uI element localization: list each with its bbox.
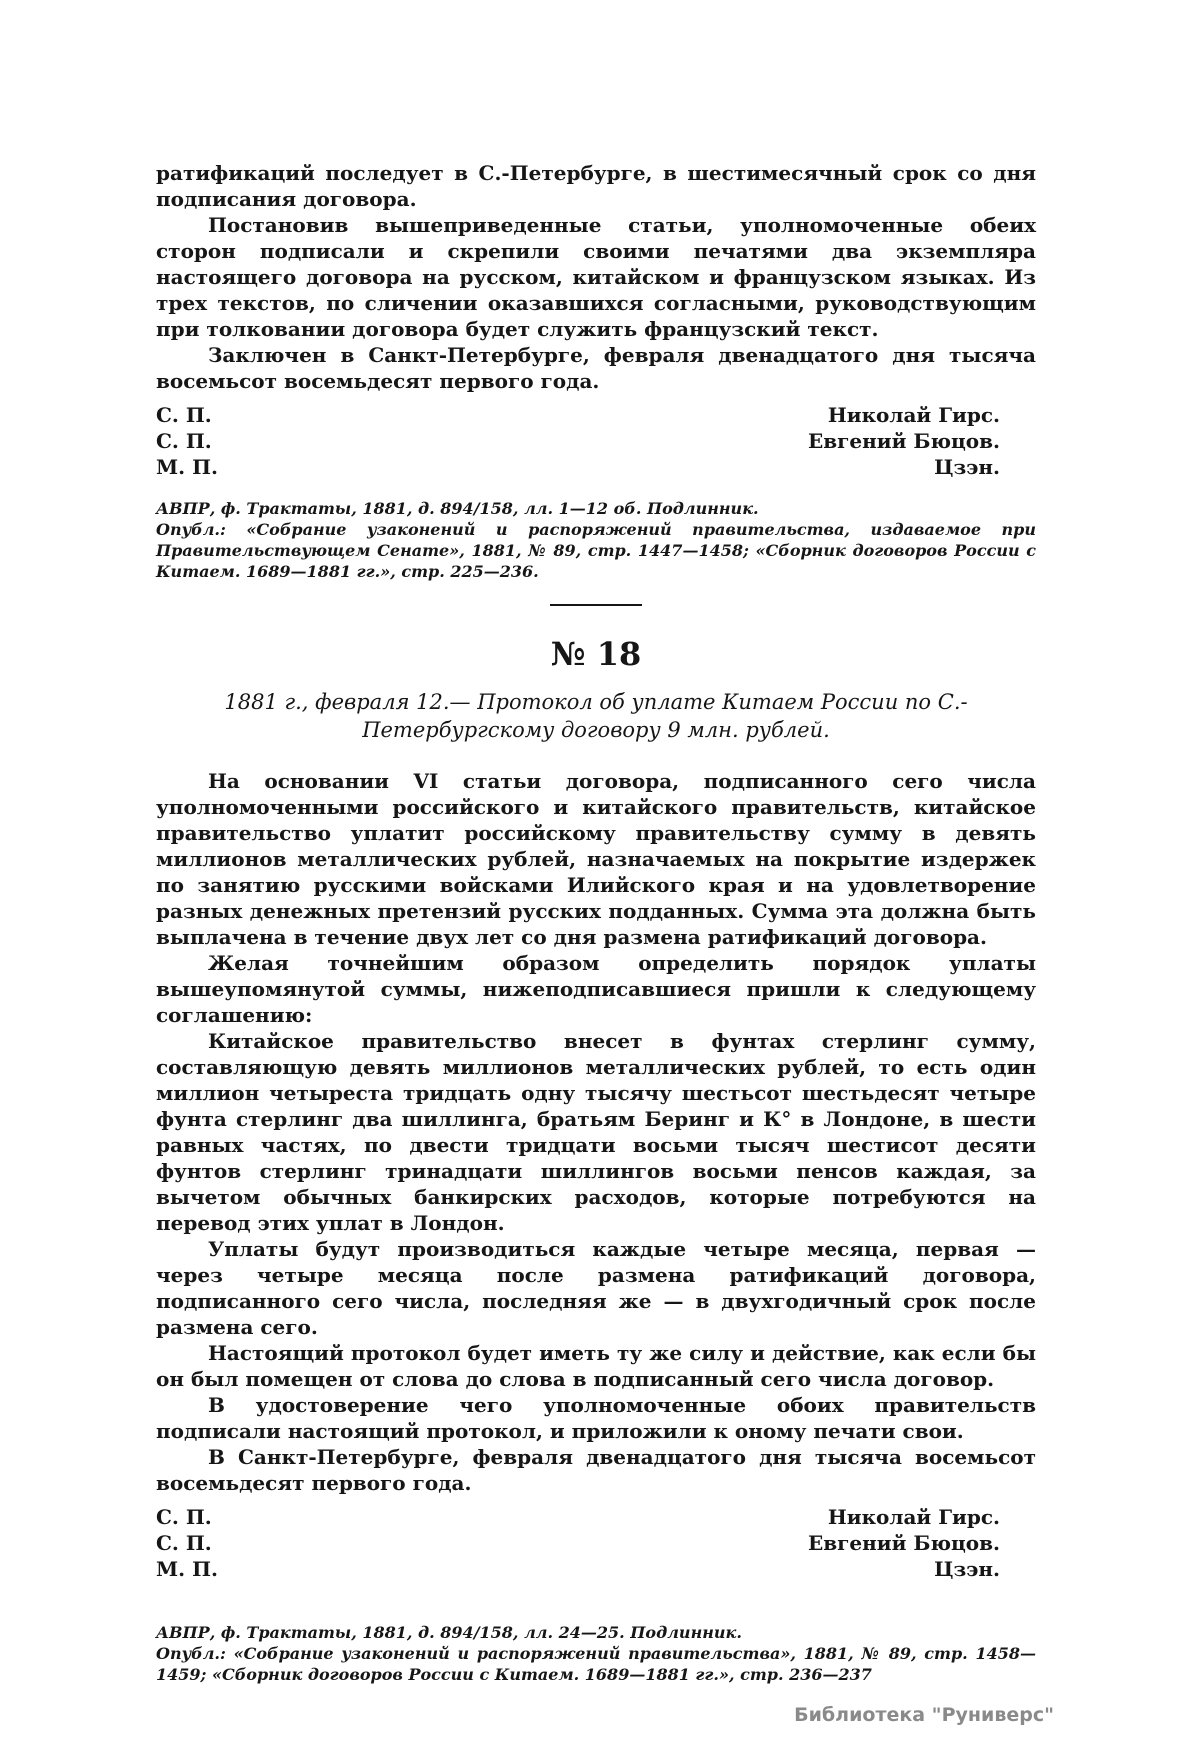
publication-reference: Опубл.: «Собрание узаконений и распоряжений правительства, издаваемое при Правительствующем Сенате», 1881, № 89, стр. 1447—1458; «Сборник договоров России с Китаем. 1689—1881 гг.», стр. 225—236. xyxy=(156,520,1036,581)
document-number: № 18 xyxy=(550,635,642,673)
archive-reference: АВПР, ф. Трактаты, 1881, д. 894/158, лл. 24—25. Подлинник. xyxy=(156,1623,742,1642)
seal-mark: С. П. xyxy=(156,403,212,427)
archive-reference: АВПР, ф. Трактаты, 1881, д. 894/158, лл. 1—12 об. Подлинник. xyxy=(156,499,759,518)
signatory-name: Цзэн. xyxy=(934,455,1000,479)
signature-block-protocol xyxy=(156,1504,1036,1582)
seal-mark: С. П. xyxy=(156,429,212,453)
section-divider xyxy=(550,604,642,606)
signatory-list xyxy=(808,1504,1036,1582)
signature-block-treaty xyxy=(156,402,1036,480)
seal-mark: М. П. xyxy=(156,1557,218,1581)
archive-source xyxy=(156,1622,1036,1685)
protocol-paragraph: В Санкт-Петербурге, февраля двенадцатого дня тысяча восемьсот восемьдесят первого года. xyxy=(156,1445,1036,1495)
protocol-paragraph: Желая точнейшим образом определить порядок уплаты вышеупомянутой суммы, нижеподписавшиеся пришли к следующему соглашению: xyxy=(156,951,1036,1027)
protocol-paragraph: Уплаты будут производиться каждые четыре месяца, первая — через четыре месяца после размена ратификаций договора, подписанного сего числа, последняя же — в двухгодичный срок после размена сего. xyxy=(156,1237,1036,1339)
document-heading: 1881 г., февраля 12.— Протокол об уплате Китаем России по С.-Петербургскому договору 9 млн. рублей. xyxy=(224,690,968,742)
seal-mark: С. П. xyxy=(156,1531,212,1555)
signatory-name: Николай Гирс. xyxy=(827,1505,1000,1529)
protocol-paragraph: На основании VI статьи договора, подписанного сего числа уполномоченными российского и китайского правительств, китайское правительство уплатит российскому правительству сумму в девять миллионов металлических рублей, назначаемых на покрытие издержек по занятию русскими войсками Илийского края и на удовлетворение разных денежных претензий русских подданных. Сумма эта должна быть выплачена в течение двух лет со дня размена ратификаций договора. xyxy=(156,769,1036,949)
document-page xyxy=(156,160,1036,1685)
publication-reference: Опубл.: «Собрание узаконений и распоряжений правительства», 1881, № 89, стр. 1458—1459; «Сборник договоров России с Китаем. 1689—1881 гг.», стр. 236—237 xyxy=(156,1644,1036,1684)
signatory-name: Евгений Бюцов. xyxy=(808,429,1000,453)
closing-paragraph-2: Заключен в Санкт-Петербурге, февраля двенадцатого дня тысяча восемьсот восемьдесят первого года. xyxy=(156,343,1036,393)
protocol-paragraph: Настоящий протокол будет иметь ту же силу и действие, как если бы он был помещен от слова до слова в подписанный сего числа договор. xyxy=(156,1341,1036,1391)
protocol-paragraph: Китайское правительство внесет в фунтах стерлинг сумму, составляющую девять миллионов металлических рублей, то есть один миллион четыреста тридцать одну тысячу шестьсот шестьдесят четыре фунта стерлинг два шиллинга, братьям Беринг и К° в Лондоне, в шести равных частях, по двести тридцати восьми тысяч шестисот десяти фунтов стерлинг тринадцати шиллингов восьми пенсов каждая, за вычетом обычных банкирских расходов, которые потребуются на перевод этих уплат в Лондон. xyxy=(156,1029,1036,1235)
seal-list xyxy=(156,402,218,480)
seal-mark: М. П. xyxy=(156,455,218,479)
signatory-name: Николай Гирс. xyxy=(827,403,1000,427)
continuation-paragraph: ратификаций последует в С.-Петербурге, в шестимесячный срок со дня подписания договора. xyxy=(156,161,1036,211)
signatory-name: Евгений Бюцов. xyxy=(808,1531,1000,1555)
signatory-list xyxy=(808,402,1036,480)
library-watermark: Библиотека "Руниверс" xyxy=(794,1704,1054,1726)
protocol-paragraph: В удостоверение чего уполномоченные обоих правительств подписали настоящий протокол, и приложили к оному печати свои. xyxy=(156,1393,1036,1443)
seal-mark: С. П. xyxy=(156,1505,212,1529)
closing-paragraph-1: Постановив вышеприведенные статьи, уполномоченные обеих сторон подписали и скрепили своими печатями два экземпляра настоящего договора на русском, китайском и французском языках. Из трех текстов, по сличении оказавшихся согласными, руководствующим при толковании договора будет служить французский текст. xyxy=(156,213,1036,341)
archive-source xyxy=(156,498,1036,582)
seal-list xyxy=(156,1504,218,1582)
signatory-name: Цзэн. xyxy=(934,1557,1000,1581)
